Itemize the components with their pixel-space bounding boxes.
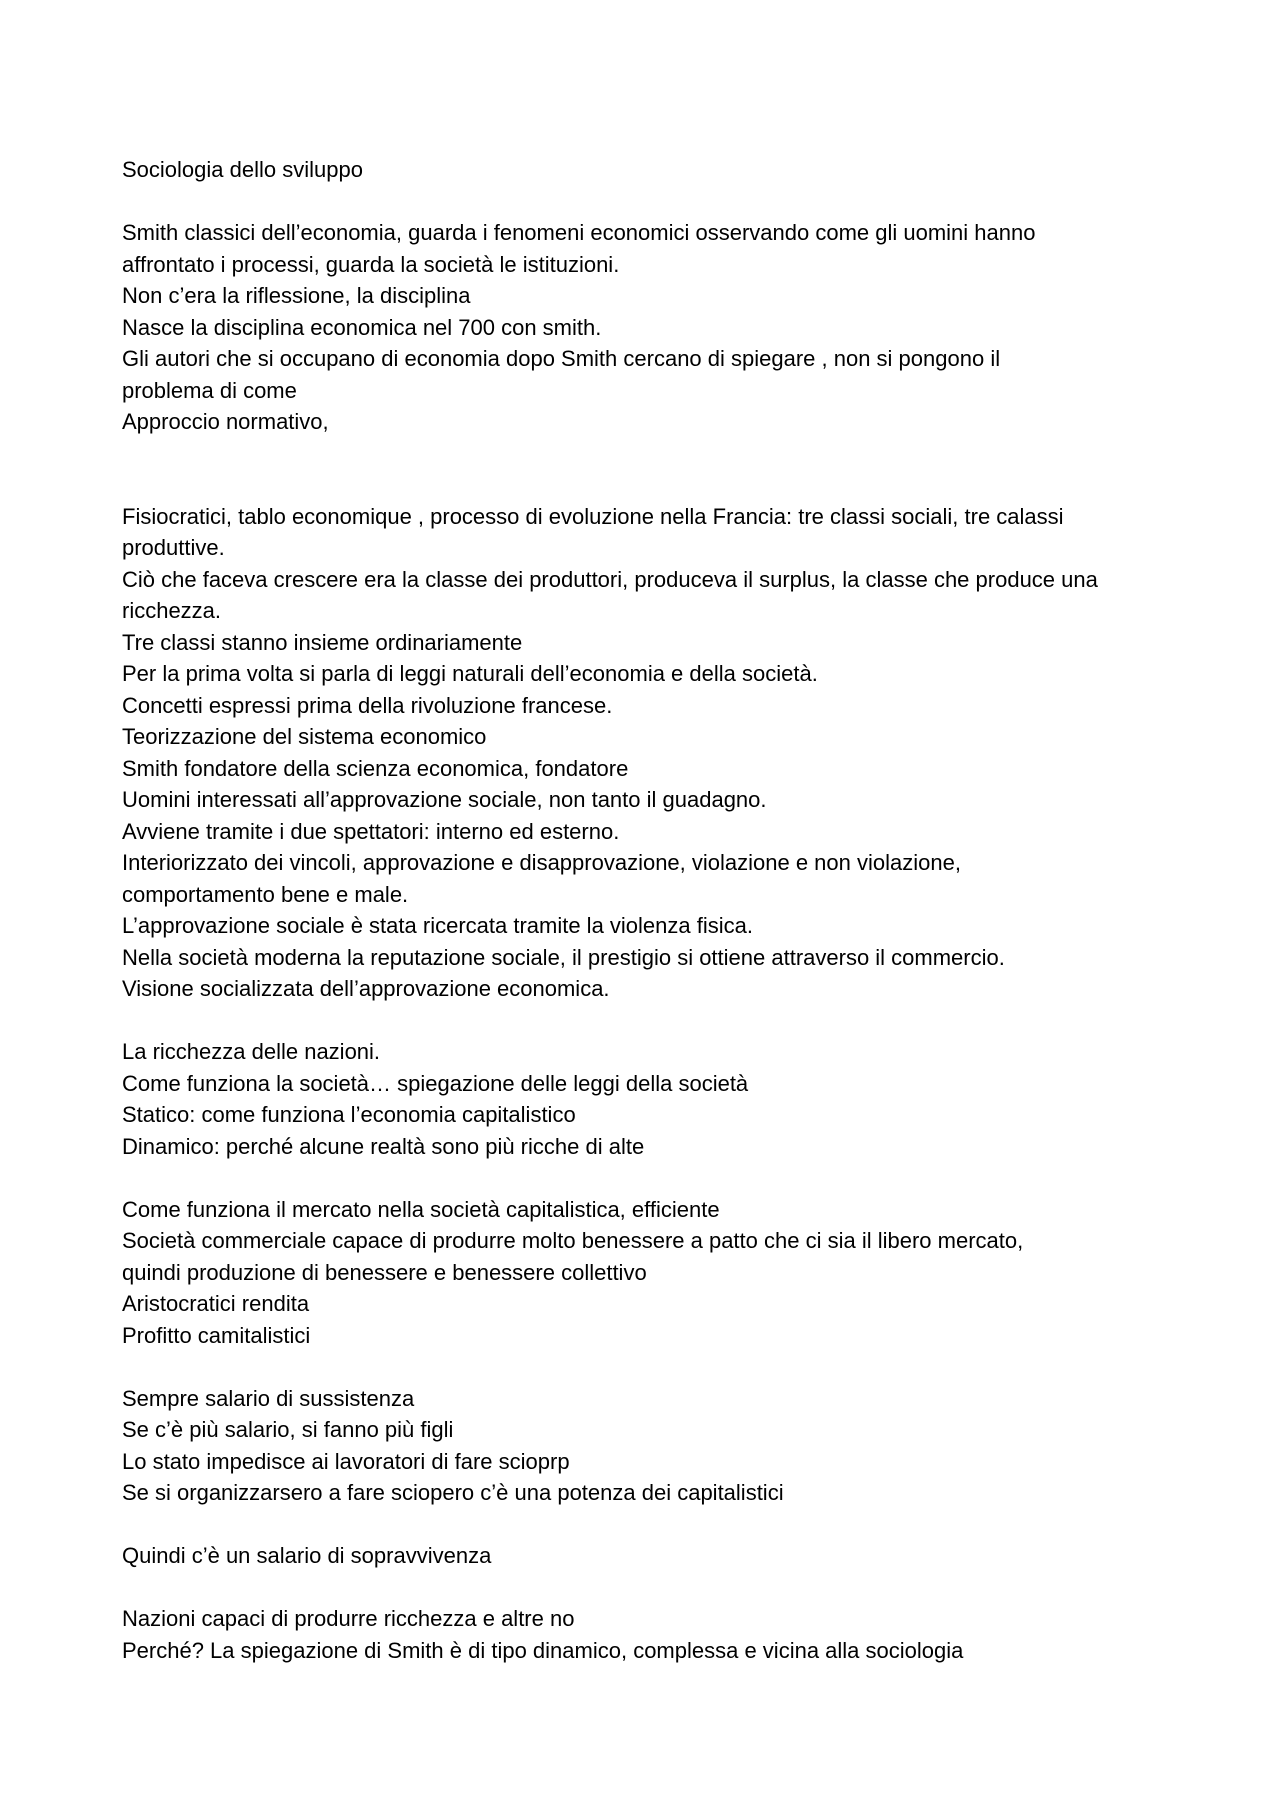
text-line: Se c’è più salario, si fanno più figli bbox=[122, 1417, 454, 1442]
text-line: Uomini interessati all’approvazione sociale, non tanto il guadagno. bbox=[122, 787, 767, 812]
text-line: Dinamico: perché alcune realtà sono più ricche di alte bbox=[122, 1133, 645, 1159]
document-title: Sociologia dello sviluppo bbox=[122, 157, 363, 182]
text-line: ricchezza. bbox=[122, 598, 222, 623]
paragraph-mercato bbox=[122, 1194, 1172, 1352]
text-line: Quindi c’è un salario di sopravvivenza bbox=[122, 1543, 492, 1568]
paragraph-smith-intro bbox=[122, 217, 1172, 438]
text-line: quindi produzione di benessere e benessere collettivo bbox=[122, 1259, 647, 1285]
spacer bbox=[122, 1351, 1172, 1383]
text-line: L’approvazione sociale è stata ricercata tramite la violenza fisica. bbox=[122, 913, 753, 938]
text-line: Smith classici dell’economia, guarda i fenomeni economici osservando come gli uomini hanno bbox=[122, 220, 1036, 245]
text-line: Sempre salario di sussistenza bbox=[122, 1385, 415, 1411]
text-line: Non c’era la riflessione, la disciplina bbox=[122, 283, 471, 308]
text-line: Per la prima volta si parla di leggi naturali dell’economia e della società. bbox=[122, 661, 818, 686]
text-line: La ricchezza delle nazioni. bbox=[122, 1039, 381, 1064]
text-line: Ciò che faceva crescere era la classe dei produttori, produceva il surplus, la classe che produce una bbox=[122, 566, 1098, 592]
paragraph-ricchezza-nazioni bbox=[122, 1036, 1172, 1162]
spacer bbox=[122, 1005, 1172, 1037]
spacer bbox=[122, 1509, 1172, 1541]
text-line: Come funziona la società… spiegazione delle leggi della società bbox=[122, 1070, 749, 1096]
text-line: Avviene tramite i due spettatori: interno ed esterno. bbox=[122, 818, 620, 844]
text-line: Visione socializzata dell’approvazione economica. bbox=[122, 976, 610, 1001]
paragraph-nazioni bbox=[122, 1603, 1172, 1666]
text-line: Interiorizzato dei vincoli, approvazione e disapprovazione, violazione e non violazione, bbox=[122, 850, 961, 875]
paragraph-fisiocratici bbox=[122, 501, 1172, 1005]
text-line: Società commerciale capace di produrre molto benessere a patto che ci sia il libero mercato, bbox=[122, 1228, 1024, 1253]
text-line: Lo stato impedisce ai lavoratori di fare scioprp bbox=[122, 1448, 570, 1474]
text-line: Come funziona il mercato nella società capitalistica, efficiente bbox=[122, 1196, 720, 1222]
spacer bbox=[122, 1572, 1172, 1604]
text-line: Concetti espressi prima della rivoluzione francese. bbox=[122, 692, 613, 718]
text-line: Gli autori che si occupano di economia dopo Smith cercano di spiegare , non si pongono il bbox=[122, 346, 1001, 371]
document-page bbox=[122, 154, 1172, 1666]
spacer bbox=[122, 1162, 1172, 1194]
text-line: Smith fondatore della scienza economica, fondatore bbox=[122, 755, 629, 781]
text-line: Se si organizzarsero a fare sciopero c’è una potenza dei capitalistici bbox=[122, 1480, 784, 1505]
text-line: Teorizzazione del sistema economico bbox=[122, 724, 487, 749]
text-line: Tre classi stanno insieme ordinariamente bbox=[122, 629, 523, 655]
text-line: Statico: come funziona l’economia capitalistico bbox=[122, 1102, 576, 1127]
text-line: comportamento bene e male. bbox=[122, 881, 409, 907]
text-line: Nasce la disciplina economica nel 700 con smith. bbox=[122, 314, 602, 340]
text-line: Nella società moderna la reputazione sociale, il prestigio si ottiene attraverso il commercio. bbox=[122, 944, 1005, 970]
text-line: Aristocratici rendita bbox=[122, 1291, 310, 1316]
text-line: Nazioni capaci di produrre ricchezza e altre no bbox=[122, 1606, 575, 1631]
spacer bbox=[122, 186, 1172, 218]
text-line: Perché? La spiegazione di Smith è di tipo dinamico, complessa e vicina alla sociologia bbox=[122, 1637, 964, 1663]
paragraph-salario bbox=[122, 1383, 1172, 1509]
text-line: produttive. bbox=[122, 535, 225, 560]
text-line: problema di come bbox=[122, 377, 297, 403]
paragraph-sopravvivenza bbox=[122, 1540, 1172, 1572]
text-line: affrontato i processi, guarda la società le istituzioni. bbox=[122, 251, 620, 277]
text-line: Fisiocratici, tablo economique , processo di evoluzione nella Francia: tre classi sociali, tre calassi bbox=[122, 503, 1064, 529]
spacer bbox=[122, 438, 1172, 501]
text-line: Approccio normativo, bbox=[122, 409, 329, 434]
text-line: Profitto camitalistici bbox=[122, 1322, 311, 1348]
